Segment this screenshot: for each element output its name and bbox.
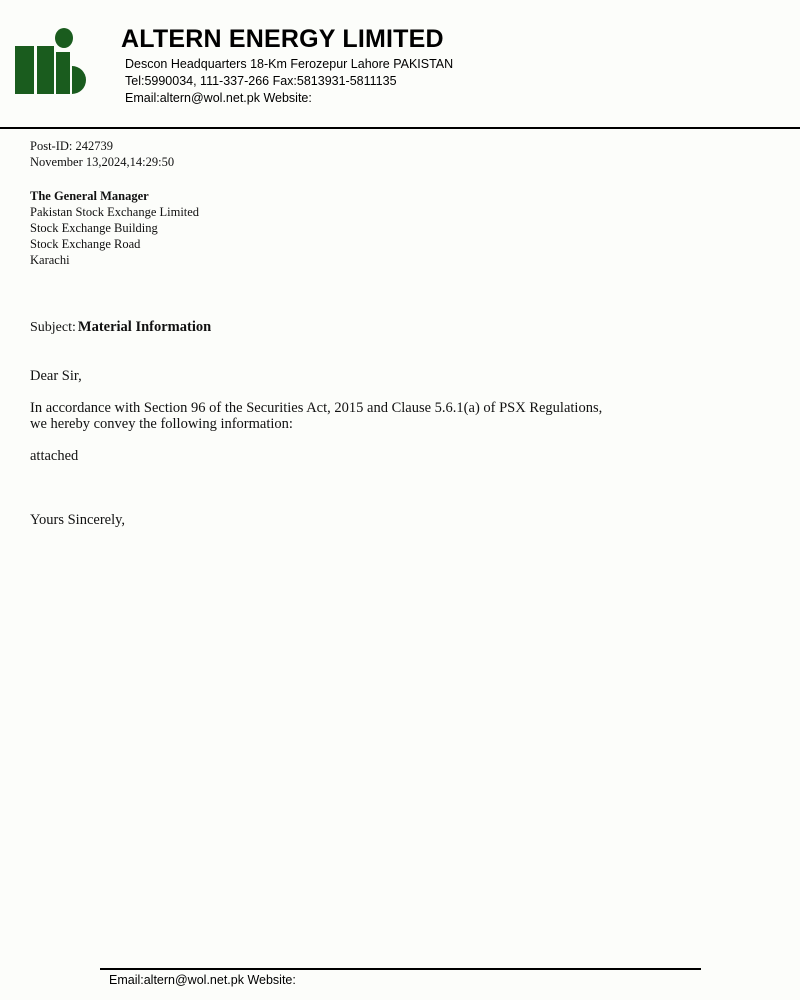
body-paragraph-line: In accordance with Section 96 of the Securities Act, 2015 and Clause 5.6.1(a) of PSX Regulations, — [30, 400, 603, 416]
salutation: Dear Sir, — [30, 368, 82, 384]
company-address: Descon Headquarters 18-Km Ferozepur Lahore PAKISTAN — [125, 57, 454, 71]
descon-logo-icon — [13, 28, 95, 98]
header-divider — [0, 127, 800, 129]
body-paragraph-line: we hereby convey the following information: — [30, 416, 293, 432]
company-name: ALTERN ENERGY LIMITED — [121, 25, 444, 53]
company-contact: Tel:5990034, 111-337-266 Fax:5813931-5811135 — [125, 74, 397, 88]
recipient-line: Pakistan Stock Exchange Limited — [30, 205, 200, 219]
post-id: Post-ID: 242739 — [30, 139, 113, 153]
closing: Yours Sincerely, — [30, 512, 126, 528]
footer-email-website: Email:altern@wol.net.pk Website: — [109, 973, 296, 987]
subject-value: Material Information — [77, 319, 212, 335]
post-datetime: November 13,2024,14:29:50 — [30, 155, 175, 169]
recipient-line: Stock Exchange Road — [30, 237, 141, 251]
recipient-title: The General Manager — [30, 189, 149, 203]
company-email-website: Email:altern@wol.net.pk Website: — [125, 91, 312, 105]
recipient-line: Stock Exchange Building — [30, 221, 158, 235]
recipient-line: Karachi — [30, 253, 70, 267]
body-content: attached — [30, 448, 79, 464]
footer-divider — [100, 968, 701, 970]
subject-line — [30, 319, 211, 336]
subject-label: Subject: — [30, 320, 76, 335]
letterhead — [0, 0, 800, 128]
